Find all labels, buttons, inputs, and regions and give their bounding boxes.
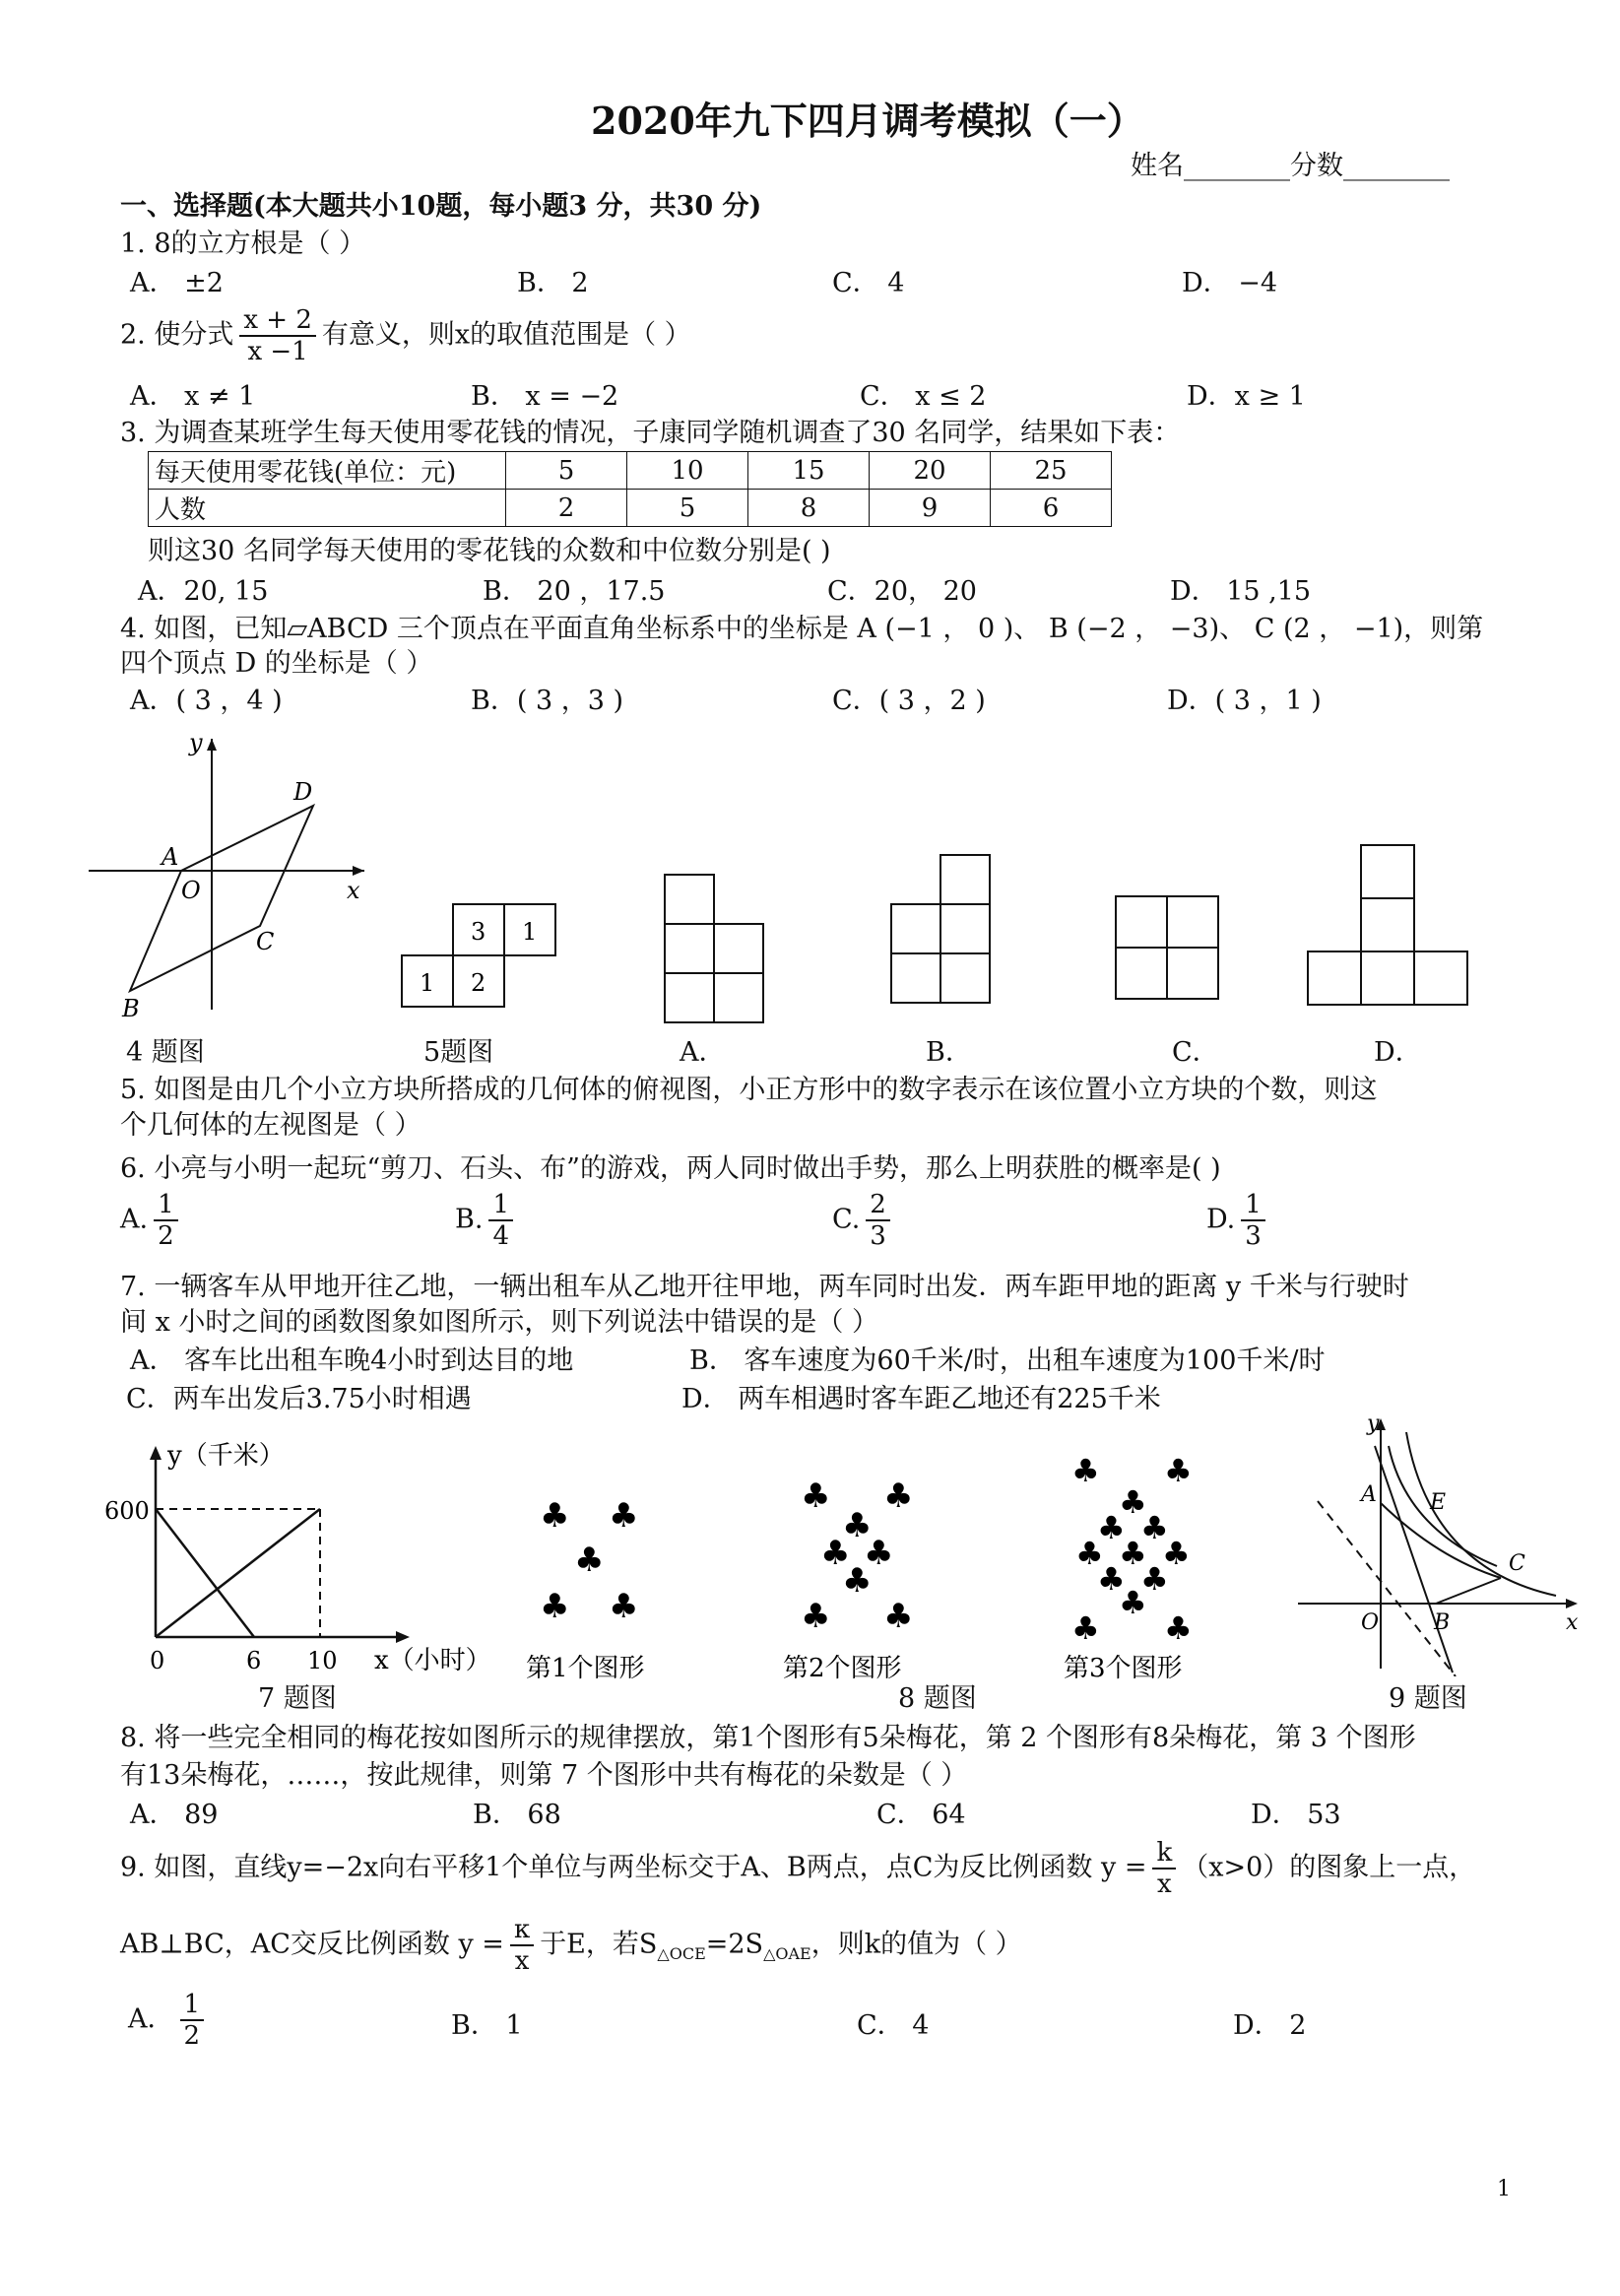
q4-parallelogram-figure	[79, 729, 374, 1024]
caption-option-a: A．	[680, 1037, 726, 1068]
q8-figure-3	[1054, 1440, 1251, 1694]
view-cell	[665, 875, 714, 924]
table-cell: 2	[506, 490, 627, 527]
q9-line1-pre: 9. 如图，直线y=−2x向右平移1个单位与两坐标交于A、B两点，点C为反比例函数 y =	[120, 1852, 1147, 1883]
club-icon: ♣	[864, 1534, 894, 1573]
q2-denominator: x −1	[247, 337, 308, 366]
subscript-oce: △OCE	[657, 1943, 706, 1963]
q5-line2: 个几何体的左视图是（ ）	[120, 1110, 421, 1141]
q3-option-a: A．20, 15	[138, 576, 269, 607]
parallelogram	[130, 806, 313, 991]
q1-option-c: C． 4	[832, 268, 905, 298]
q6-c-fraction	[866, 1190, 890, 1251]
numerator: κ	[510, 1915, 534, 1946]
page-title: 2020年九下四月调考模拟（一）	[591, 98, 1144, 143]
q5-line1: 5. 如图是由几个小立方块所搭成的几何体的俯视图，小正方形中的数字表示在该位置小立方块的个数，则这	[120, 1075, 1378, 1105]
club-icon: ♣	[574, 1541, 605, 1580]
q9-line2-post: 于E，若S	[540, 1929, 658, 1960]
q9-fraction-k	[1152, 1838, 1176, 1899]
label-y: y	[1367, 1411, 1380, 1436]
q4-option-c: C．( 3 ，2 )	[832, 686, 986, 716]
label-a: A	[1361, 1482, 1377, 1507]
numerator: 1	[180, 1990, 205, 2021]
club-icon: ♣	[1097, 1560, 1126, 1598]
section-heading: 一、选择题(本大题共小10题，每小题3 分，共30 分)	[120, 191, 762, 222]
club-icon: ♣	[1119, 1584, 1147, 1621]
club-icon: ♣	[540, 1587, 570, 1626]
label-6: 6	[246, 1647, 262, 1674]
view-cell	[1308, 951, 1361, 1005]
q6-c-label: C.	[832, 1204, 861, 1235]
denominator: 2	[158, 1221, 174, 1251]
q8-option-d: D． 53	[1251, 1800, 1341, 1830]
q1-option-a: A． ±2	[130, 268, 224, 298]
q6-d-fraction	[1241, 1190, 1265, 1251]
view-cell	[1116, 948, 1167, 999]
table-cell: 5	[627, 490, 748, 527]
q6-a-label: A.	[120, 1204, 149, 1235]
q4-option-d: D．( 3 ，1 )	[1167, 686, 1322, 716]
y-axis-arrow	[207, 739, 217, 751]
label-600: 600	[104, 1497, 150, 1525]
q7-line2: 间 x 小时之间的函数图象如图所示，则下列说法中错误的是（ ）	[120, 1307, 878, 1338]
club-icon: ♣	[820, 1534, 851, 1573]
table-cell: 20	[870, 452, 991, 490]
table-cell: 人数	[149, 490, 506, 527]
table-row	[149, 490, 1112, 527]
label-e: E	[1430, 1490, 1447, 1515]
club-icon: ♣	[883, 1597, 914, 1636]
club-icon: ♣	[1140, 1560, 1169, 1598]
club-icon: ♣	[842, 1561, 873, 1601]
table-cell: 8	[748, 490, 870, 527]
q5-option-d-figure	[1300, 839, 1477, 1017]
club-icon: ♣	[1119, 1483, 1147, 1521]
q1-stem: 1. 8的立方根是（ ）	[120, 229, 366, 259]
club-icon: ♣	[1119, 1535, 1147, 1572]
q9-line2	[120, 1915, 1022, 1976]
cell-number: 3	[471, 918, 486, 946]
view-cell	[940, 953, 990, 1003]
club-icon: ♣	[1140, 1509, 1169, 1546]
q2-post: 有意义，则x的取值范围是（ ）	[321, 319, 691, 351]
q8-option-c: C． 64	[876, 1800, 966, 1830]
q6-b-fraction	[488, 1190, 513, 1251]
q3-after: 则这30 名同学每天使用的零花钱的众数和中位数分别是( )	[148, 536, 831, 566]
view-cell	[940, 904, 990, 953]
view-cell	[1361, 845, 1414, 898]
cell-number: 1	[420, 969, 435, 997]
view-cell	[891, 904, 940, 953]
q6-option-b	[455, 1190, 519, 1251]
q9-line1	[120, 1838, 1475, 1899]
q4-line1: 4. 如图，已知▱ABCD 三个顶点在平面直角坐标系中的坐标是 A (−1 ， 0 )、 B (−2 ， −3)、 C (2 ， −1)，则第	[120, 614, 1484, 644]
view-cell	[1167, 896, 1218, 948]
q5-option-c-figure	[1108, 888, 1226, 1007]
table-cell: 6	[991, 490, 1112, 527]
caption-option-d: D．	[1374, 1037, 1422, 1068]
label-0: 0	[150, 1647, 165, 1674]
denominator: x	[1157, 1870, 1172, 1899]
q7-option-d: D． 两车相遇时客车距乙地还有225千米	[681, 1384, 1161, 1414]
label-x: x	[1566, 1610, 1579, 1635]
club-icon: ♣	[609, 1587, 639, 1626]
q2-fraction	[239, 305, 316, 366]
club-icon: ♣	[1071, 1609, 1100, 1647]
club-icon: ♣	[1162, 1535, 1191, 1572]
q9-a-fraction	[180, 1990, 205, 2051]
q2-numerator: x + 2	[239, 305, 316, 337]
caption-fig7: 7 题图	[258, 1683, 337, 1714]
denominator: 4	[492, 1221, 509, 1251]
name-score-line: 姓名________分数________	[1131, 151, 1450, 181]
view-cell	[891, 953, 940, 1003]
table-row	[149, 452, 1112, 490]
label-x: x	[347, 877, 360, 904]
view-cell	[1414, 951, 1467, 1005]
table-cell: 25	[991, 452, 1112, 490]
club-icon: ♣	[1071, 1452, 1100, 1489]
club-icon: ♣	[883, 1476, 914, 1516]
label-c: C	[1509, 1551, 1525, 1576]
page-number: 1	[1497, 2177, 1511, 2201]
q9-figure	[1290, 1410, 1586, 1676]
q5-top-view-figure	[394, 896, 571, 1015]
view-cell	[665, 924, 714, 973]
q3-option-c: C．20， 20	[827, 576, 977, 607]
numerator: 1	[488, 1190, 513, 1221]
label-o: O	[1361, 1610, 1380, 1635]
q1-option-d: D． −4	[1182, 268, 1278, 298]
y-axis-arrow	[150, 1446, 162, 1460]
q4-option-a: A．( 3 ，4 )	[130, 686, 283, 716]
club-icon: ♣	[1075, 1535, 1104, 1572]
club-icon: ♣	[1164, 1452, 1193, 1489]
label-y: y（千米）	[167, 1441, 285, 1471]
q2-option-d: D．x ≥ 1	[1187, 381, 1306, 412]
q8-line2: 有13朵梅花，……，按此规律，则第 7 个图形中共有梅花的朵数是（ ）	[120, 1760, 968, 1791]
table-cell: 10	[627, 452, 748, 490]
club-icon: ♣	[801, 1476, 831, 1516]
label-o: O	[181, 877, 201, 904]
subscript-oae: △OAE	[763, 1943, 811, 1963]
view-cell	[1116, 896, 1167, 948]
q2-option-b: B． x = −2	[471, 381, 619, 412]
table-cell: 15	[748, 452, 870, 490]
view-cell	[940, 855, 990, 904]
q6-a-fraction	[154, 1190, 178, 1251]
caption-option-c: C．	[1172, 1037, 1219, 1068]
view-cell	[1167, 948, 1218, 999]
caption-option-b: B．	[926, 1037, 972, 1068]
q8-option-a: A． 89	[130, 1800, 219, 1830]
caption-fig8: 8 题图	[898, 1683, 977, 1714]
view-cell	[1361, 898, 1414, 951]
q9-line2-pre: AB⊥BC，AC交反比例函数 y =	[120, 1929, 504, 1960]
label-y: y	[189, 729, 203, 756]
numerator: 1	[154, 1190, 178, 1221]
q6-option-d	[1206, 1190, 1271, 1251]
label-x: x（小时）	[374, 1646, 491, 1675]
x-axis-arrow	[396, 1631, 410, 1643]
numerator: 1	[1241, 1190, 1265, 1221]
q2-option-a: A． x ≠ 1	[130, 381, 256, 412]
club-icon: ♣	[842, 1506, 873, 1545]
pattern-label: 第3个图形	[1064, 1654, 1183, 1683]
q3-option-d: D． 15 ,15	[1170, 576, 1312, 607]
q2-option-c: C． x ≤ 2	[860, 381, 987, 412]
numerator: 2	[866, 1190, 890, 1221]
club-icon: ♣	[801, 1597, 831, 1636]
q5-option-b-figure	[881, 849, 1000, 1026]
pattern-label: 第2个图形	[783, 1654, 902, 1683]
label-b: B	[122, 995, 140, 1022]
q2-stem	[120, 305, 691, 366]
pattern-label: 第1个图形	[526, 1654, 645, 1683]
q1-option-b: B． 2	[517, 268, 589, 298]
q8-line1: 8. 将一些完全相同的梅花按如图所示的规律摆放，第1个图形有5朵梅花，第 2 个图形有8朵梅花，第 3 个图形	[120, 1723, 1416, 1753]
denominator: 3	[1245, 1221, 1262, 1251]
line-ab	[1375, 1446, 1453, 1673]
q5-option-a-figure	[655, 869, 773, 1026]
q7-option-a: A． 客车比出租车晚4小时到达目的地	[130, 1345, 574, 1376]
q8-figure-1	[512, 1448, 768, 1694]
q9-option-d: D． 2	[1233, 2010, 1307, 2041]
x-axis-arrow	[353, 866, 364, 876]
club-icon: ♣	[1164, 1609, 1193, 1647]
q6-option-a	[120, 1190, 184, 1251]
q3-stem: 3. 为调查某班学生每天使用零花钱的情况，子康同学随机调查了30 名同学，结果如下表：	[120, 418, 1181, 448]
q4-option-b: B．( 3 ，3 )	[471, 686, 624, 716]
label-c: C	[256, 928, 275, 955]
q2-pre: 2. 使分式	[120, 319, 234, 351]
q8-figure-2	[773, 1448, 1029, 1694]
caption-fig5: 5题图	[423, 1037, 494, 1068]
q7-option-c: C．两车出发后3.75小时相遇	[126, 1384, 472, 1414]
denominator: x	[514, 1946, 530, 1976]
q9-line2-mid: =2S	[705, 1929, 764, 1960]
q7-option-b: B． 客车速度为60千米/时，出租车速度为100千米/时	[689, 1345, 1326, 1376]
label-b: B	[1434, 1610, 1451, 1635]
cell-number: 1	[522, 918, 538, 946]
x-axis-arrow	[1566, 1599, 1578, 1608]
table-cell: 9	[870, 490, 991, 527]
q6-stem: 6. 小亮与小明一起玩“剪刀、石头、布”的游戏，两人同时做出手势，那么上明获胜的概率是( )	[120, 1153, 1221, 1184]
numerator: k	[1152, 1838, 1176, 1870]
line-bc	[1436, 1578, 1501, 1604]
q9-line1-post: （x>0）的图象上一点，	[1182, 1852, 1476, 1883]
caption-fig9: 9 题图	[1389, 1683, 1467, 1714]
q9-a-label: A．	[128, 2003, 174, 2035]
q3-table	[148, 451, 1112, 527]
denominator: 2	[183, 2021, 201, 2051]
club-icon: ♣	[540, 1496, 570, 1536]
q6-d-label: D.	[1206, 1204, 1236, 1235]
q9-option-c: C． 4	[857, 2010, 930, 2041]
view-cell	[665, 973, 714, 1022]
club-icon: ♣	[1097, 1509, 1126, 1546]
caption-fig4: 4 题图	[126, 1037, 205, 1068]
view-cell	[714, 973, 763, 1022]
q6-b-label: B.	[455, 1204, 484, 1235]
view-cell	[714, 924, 763, 973]
q4-line2: 四个顶点 D 的坐标是（ ）	[120, 648, 433, 679]
q9-line2-end: ，则k的值为（ ）	[810, 1929, 1022, 1960]
label-a: A	[162, 843, 179, 871]
q9-option-b: B． 1	[451, 2010, 523, 2041]
label-d: D	[293, 778, 313, 806]
q6-option-c	[832, 1190, 896, 1251]
cell-number: 2	[471, 969, 486, 997]
table-cell: 5	[506, 452, 627, 490]
q9-option-a	[128, 1990, 210, 2051]
q3-option-b: B． 20 ，17.5	[483, 576, 666, 607]
view-cell	[1361, 951, 1414, 1005]
club-icon: ♣	[609, 1496, 639, 1536]
q9-fraction-kappa	[510, 1915, 534, 1976]
label-10: 10	[307, 1647, 338, 1674]
table-cell: 每天使用零花钱(单位：元)	[149, 452, 506, 490]
q8-option-b: B． 68	[473, 1800, 561, 1830]
q7-graph-figure	[98, 1440, 522, 1686]
q7-line1: 7. 一辆客车从甲地开往乙地，一辆出租车从乙地开往甲地，两车同时出发．两车距甲地的距离 y 千米与行驶时	[120, 1272, 1409, 1302]
denominator: 3	[870, 1221, 886, 1251]
